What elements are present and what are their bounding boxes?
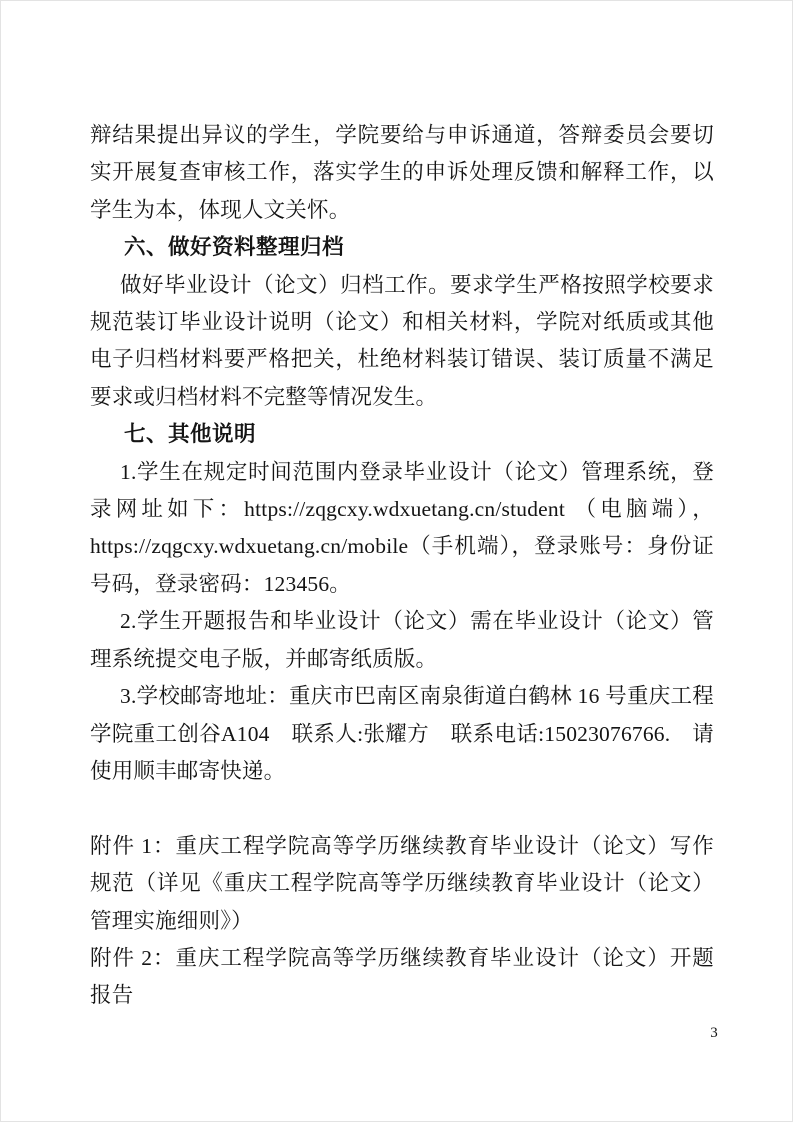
paragraph-note-1-login: 1.学生在规定时间范围内登录毕业设计（论文）管理系统，登录网址如下：https://zqgcxy.wdxuetang.cn/student （电脑端），https://zqgcxy.wdxuetang.cn/mobile（手机端），登录账号：身份证号码，登录密码：123456。 — [90, 459, 714, 596]
paragraph-note-2-submission: 2.学生开题报告和毕业设计（论文）需在毕业设计（论文）管理系统提交电子版，并邮寄纸质版。 — [90, 609, 714, 671]
section-heading-6-archiving: 六、做好资料整理归档 — [124, 235, 345, 260]
paragraph-note-3-mailing-address: 3.学校邮寄地址：重庆市巴南区南泉街道白鹤林 16 号重庆工程学院重工创谷A104 联系人:张耀方 联系电话:15023076766. 请使用顺丰邮寄快递。 — [90, 684, 714, 783]
section-heading-7-other-notes: 七、其他说明 — [124, 422, 257, 447]
paragraph-archiving: 做好毕业设计（论文）归档工作。要求学生严格按照学校要求规范装订毕业设计说明（论文）和相关材料，学院对纸质或其他电子归档材料要严格把关，杜绝材料装订错误、装订质量不满足要求或归档材料不完整等情况发生。 — [90, 272, 714, 409]
attachment-1-writing-standard: 附件 1：重庆工程学院高等学历继续教育毕业设计（论文）写作规范（详见《重庆工程学院高等学历继续教育毕业设计（论文）管理实施细则》） — [90, 833, 714, 933]
page-number: 3 — [710, 1025, 718, 1041]
attachment-2-proposal-report: 附件 2：重庆工程学院高等学历继续教育毕业设计（论文）开题报告 — [90, 945, 714, 1008]
blank-line — [90, 790, 714, 827]
paragraph-appeal-continued: 辩结果提出异议的学生，学院要给与申诉通道，答辩委员会要切实开展复查审核工作，落实学生的申诉处理反馈和解释工作，以学生为本，体现人文关怀。 — [90, 123, 714, 222]
document-body — [90, 117, 714, 1015]
